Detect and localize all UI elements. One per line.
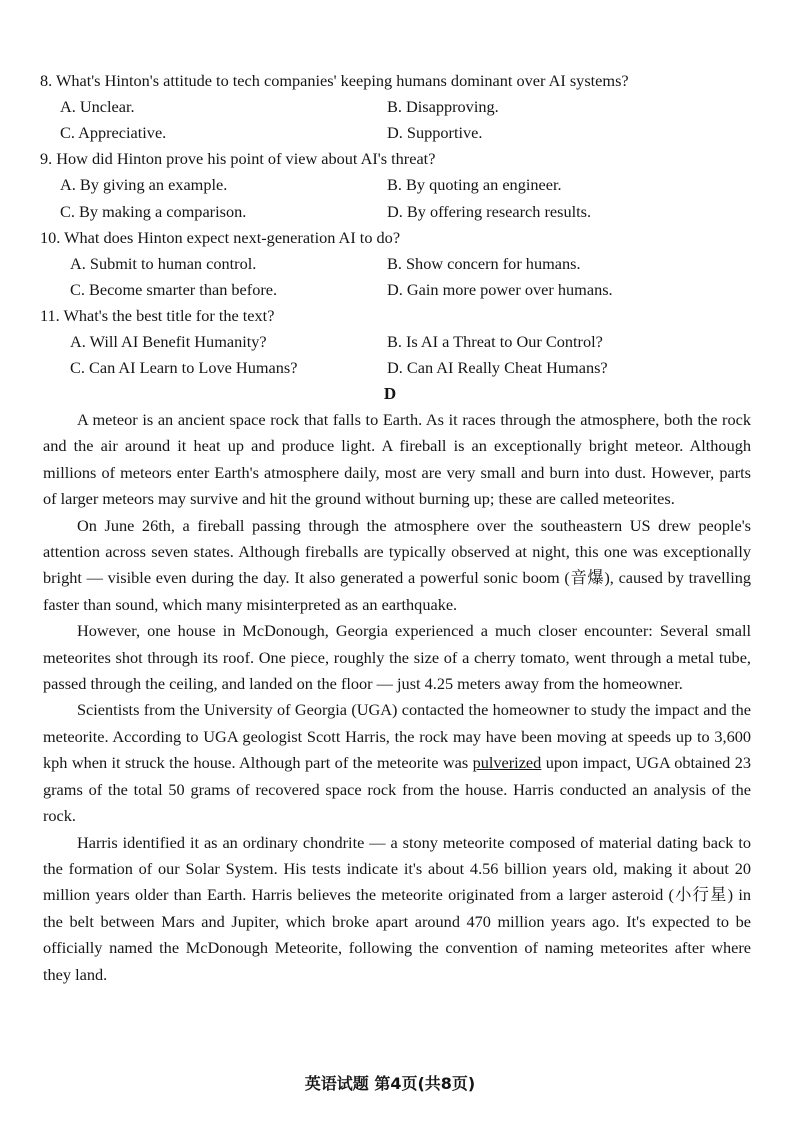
question-10-option-d: D. Gain more power over humans. [387, 280, 613, 299]
question-11-option-a: A. Will AI Benefit Humanity? [70, 332, 267, 351]
question-9-stem: 9. How did Hinton prove his point of view about AI's threat? [40, 149, 436, 168]
question-10-option-b: B. Show concern for humans. [387, 254, 581, 273]
question-10-stem: 10. What does Hinton expect next-generation AI to do? [40, 228, 401, 247]
passage-paragraph: However, one house in McDonough, Georgia experienced a much closer encounter: Several small meteorites shot through its roof. One piece, roughly the size of a cherry tomato, went through a metal tube, passed through the ceiling, and landed on the floor — just 4.25 meters away from the homeowner. [43, 621, 751, 694]
question-8-option-c: C. Appreciative. [60, 123, 167, 142]
question-8-option-d: D. Supportive. [387, 123, 483, 142]
question-8-option-b: B. Disapproving. [387, 97, 499, 116]
passage-paragraph: On June 26th, a fireball passing through the atmosphere over the southeastern US drew people's attention across seven states. Although fireballs are typically observed at night, this one was exceptionally bright — visible even during the day. It also generated a powerful sonic boom (音爆), caused by travelling faster than sound, which many misinterpreted as an earthquake. [43, 515, 751, 614]
passage-text: Scientists from the University of Georgia (UGA) contacted the homeowner to study the impact and the meteorite. According to UGA geologist Scott Harris, the rock may have been moving at speeds up to 3,600 kph when it struck the house. Although part of the meteorite was [43, 700, 751, 773]
question-11-option-c: C. Can AI Learn to Love Humans? [70, 358, 298, 377]
question-11-stem: 11. What's the best title for the text? [40, 306, 275, 325]
reading-passage [43, 407, 751, 988]
question-11-option-b: B. Is AI a Threat to Our Control? [387, 332, 603, 351]
question-10-option-c: C. Become smarter than before. [70, 280, 278, 299]
question-9-option-a: A. By giving an example. [60, 175, 228, 194]
question-9-option-c: C. By making a comparison. [60, 202, 247, 221]
question-9-option-b: B. By quoting an engineer. [387, 175, 562, 194]
question-9-option-d: D. By offering research results. [387, 202, 592, 221]
section-heading: D [383, 384, 397, 403]
passage-text: upon impact, UGA obtained 23 grams of the total 50 grams of recovered space rock from the house. Harris conducted an analysis of the rock. [43, 753, 752, 826]
underlined-word: pulverized [472, 753, 542, 773]
question-8-stem: 8. What's Hinton's attitude to tech companies' keeping humans dominant over AI systems? [40, 71, 629, 90]
page-footer: 英语试题 第4页(共8页) [304, 1074, 476, 1093]
passage-paragraph: Harris identified it as an ordinary chondrite — a stony meteorite composed of material dating back to the formation of our Solar System. His tests indicate it's about 4.56 billion years old, making it about 20 million years older than Earth. Harris believes the meteorite originated from a larger asteroid (小行星) in the belt between Mars and Jupiter, which broke apart around 470 million years ago. It's expected to be officially named the McDonough Meteorite, following the convention of naming meteorites after where they land. [43, 832, 751, 984]
passage-paragraph [43, 697, 751, 829]
question-8-option-a: A. Unclear. [60, 97, 135, 116]
question-10-option-a: A. Submit to human control. [70, 254, 257, 273]
question-11-option-d: D. Can AI Really Cheat Humans? [387, 358, 608, 377]
passage-paragraph: A meteor is an ancient space rock that falls to Earth. As it races through the atmosphere, both the rock and the air around it heat up and produce light. A fireball is an exceptionally bright meteor. Although millions of meteors enter Earth's atmosphere daily, most are very small and burn into dust. However, parts of larger meteors may survive and hit the ground without burning up; these are called meteorites. [43, 410, 751, 509]
